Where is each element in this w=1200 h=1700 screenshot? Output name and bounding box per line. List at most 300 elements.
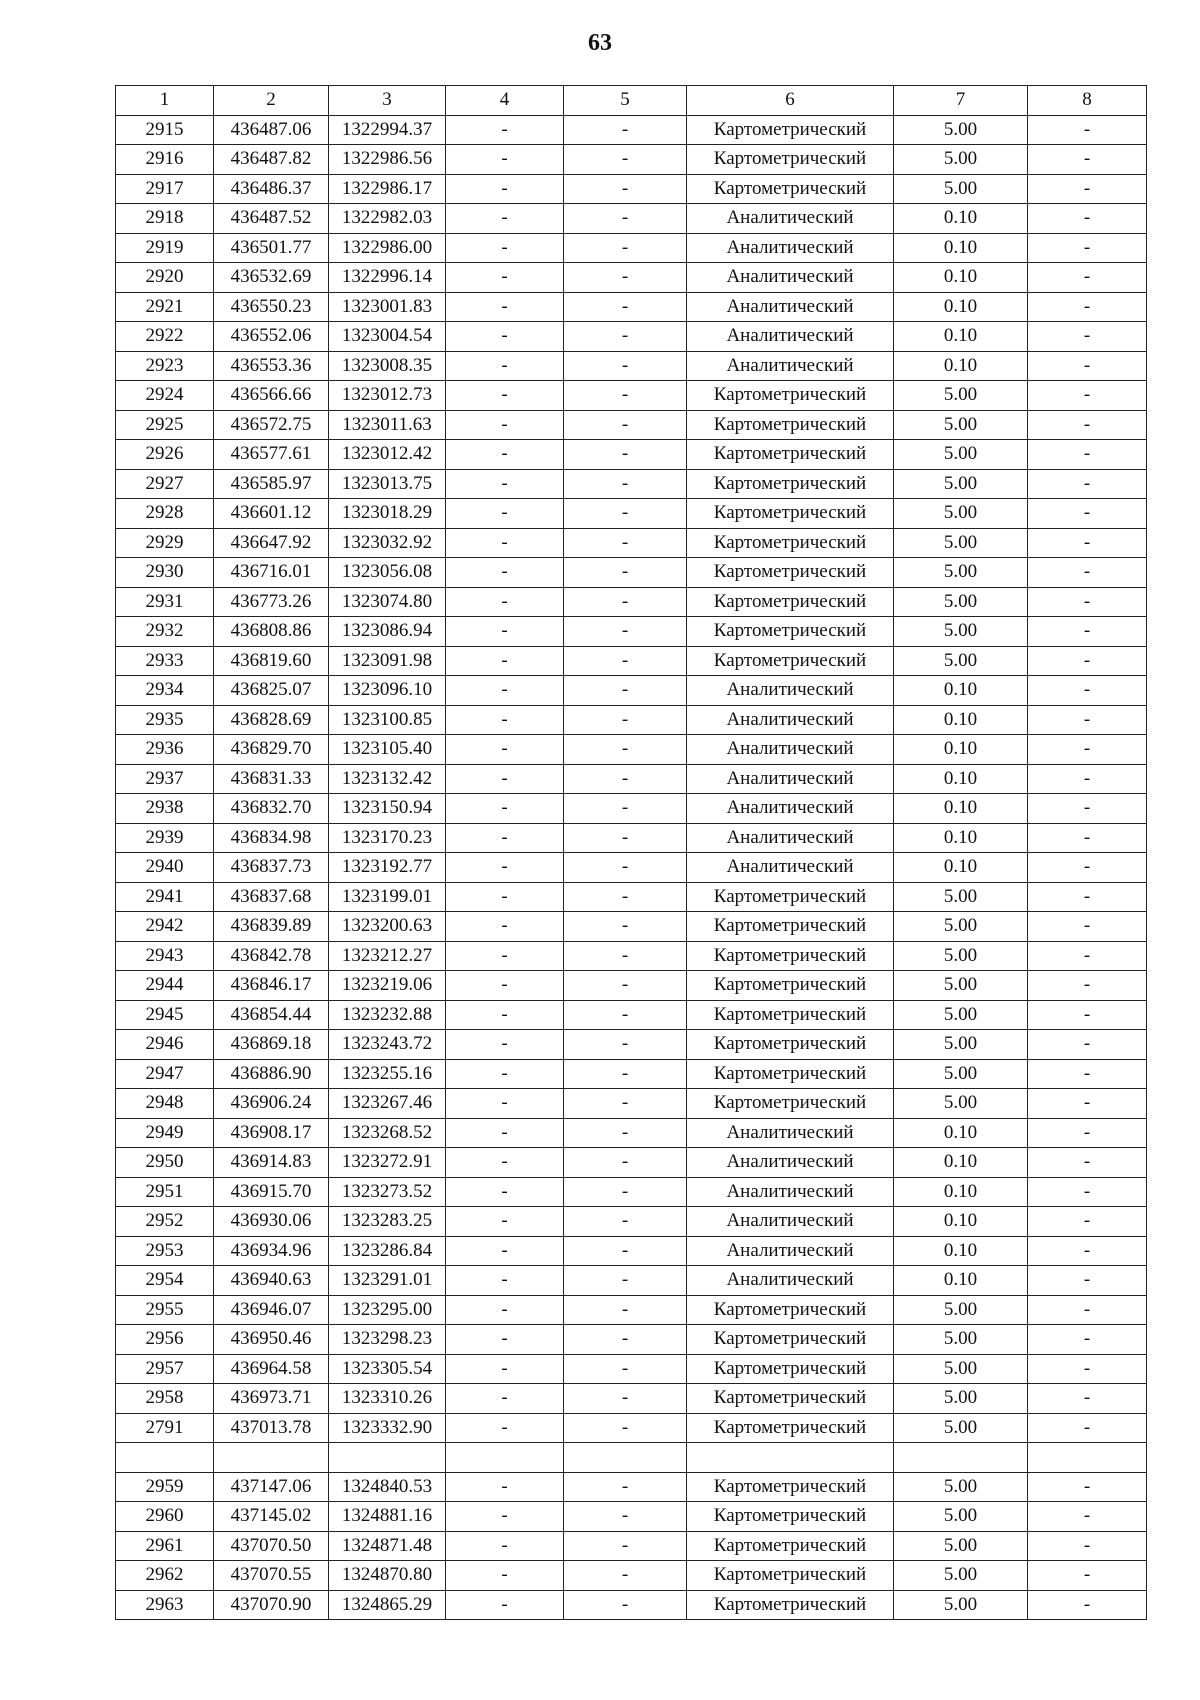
table-row	[116, 735, 1147, 765]
method-cell: Картометрический	[687, 1384, 894, 1414]
table-row	[116, 469, 1147, 499]
column-header: 8	[1028, 86, 1147, 116]
method-cell: Картометрический	[687, 1059, 894, 1089]
y-coordinate-cell: 1323011.63	[329, 410, 446, 440]
y-coordinate-cell: 1322994.37	[329, 115, 446, 145]
column-5-cell: -	[564, 1502, 687, 1532]
method-cell: Аналитический	[687, 764, 894, 794]
x-coordinate-cell: 436552.06	[214, 322, 329, 352]
table-row	[116, 1148, 1147, 1178]
x-coordinate-cell: 436914.83	[214, 1148, 329, 1178]
column-8-cell: -	[1028, 882, 1147, 912]
point-number-cell: 2920	[116, 263, 214, 293]
point-number-cell: 2928	[116, 499, 214, 529]
x-coordinate-cell: 436839.89	[214, 912, 329, 942]
point-number-cell: 2918	[116, 204, 214, 234]
table-row	[116, 1030, 1147, 1060]
method-cell: Аналитический	[687, 1148, 894, 1178]
table-row	[116, 971, 1147, 1001]
table-row	[116, 1118, 1147, 1148]
x-coordinate-cell: 436846.17	[214, 971, 329, 1001]
point-number-cell: 2942	[116, 912, 214, 942]
method-cell: Картометрический	[687, 440, 894, 470]
table-row	[116, 145, 1147, 175]
column-4-cell: -	[446, 676, 564, 706]
table-row	[116, 263, 1147, 293]
point-number-cell: 2929	[116, 528, 214, 558]
column-8-cell: -	[1028, 1384, 1147, 1414]
y-coordinate-cell: 1324870.80	[329, 1561, 446, 1591]
column-8-cell: -	[1028, 1472, 1147, 1502]
column-4-cell: -	[446, 1502, 564, 1532]
column-5-cell: -	[564, 322, 687, 352]
x-coordinate-cell: 436930.06	[214, 1207, 329, 1237]
accuracy-cell: 0.10	[894, 735, 1028, 765]
column-8-cell: -	[1028, 1030, 1147, 1060]
point-number-cell: 2943	[116, 941, 214, 971]
column-4-cell: -	[446, 381, 564, 411]
column-4-cell: -	[446, 322, 564, 352]
y-coordinate-cell: 1324881.16	[329, 1502, 446, 1532]
column-8-cell: -	[1028, 764, 1147, 794]
column-header: 2	[214, 86, 329, 116]
column-4-cell: -	[446, 1354, 564, 1384]
point-number-cell: 2927	[116, 469, 214, 499]
column-5-cell: -	[564, 676, 687, 706]
accuracy-cell: 0.10	[894, 351, 1028, 381]
x-coordinate-cell: 436886.90	[214, 1059, 329, 1089]
y-coordinate-cell: 1323232.88	[329, 1000, 446, 1030]
column-5-cell: -	[564, 1089, 687, 1119]
x-coordinate-cell: 436829.70	[214, 735, 329, 765]
column-5-cell: -	[564, 558, 687, 588]
column-4-cell: -	[446, 1590, 564, 1620]
x-coordinate-cell: 436572.75	[214, 410, 329, 440]
point-number-cell: 2953	[116, 1236, 214, 1266]
table-row	[116, 1059, 1147, 1089]
table-row	[116, 1354, 1147, 1384]
y-coordinate-cell: 1323310.26	[329, 1384, 446, 1414]
column-4-cell: -	[446, 1531, 564, 1561]
point-number-cell: 2963	[116, 1590, 214, 1620]
column-4-cell: -	[446, 1266, 564, 1296]
column-8-cell: -	[1028, 1000, 1147, 1030]
point-number-cell: 2936	[116, 735, 214, 765]
y-coordinate-cell: 1323105.40	[329, 735, 446, 765]
column-4-cell: -	[446, 794, 564, 824]
point-number-cell: 2939	[116, 823, 214, 853]
x-coordinate-cell: 436842.78	[214, 941, 329, 971]
point-number-cell: 2919	[116, 233, 214, 263]
point-number-cell: 2956	[116, 1325, 214, 1355]
column-4-cell: -	[446, 1059, 564, 1089]
x-coordinate-cell: 436553.36	[214, 351, 329, 381]
table-row	[116, 1443, 1147, 1473]
column-4-cell: -	[446, 1030, 564, 1060]
accuracy-cell: 5.00	[894, 587, 1028, 617]
column-8-cell: -	[1028, 1118, 1147, 1148]
x-coordinate-cell: 436585.97	[214, 469, 329, 499]
column-4-cell: -	[446, 1295, 564, 1325]
y-coordinate-cell: 1323212.27	[329, 941, 446, 971]
y-coordinate-cell: 1322996.14	[329, 263, 446, 293]
column-5-cell: -	[564, 646, 687, 676]
table-row	[116, 115, 1147, 145]
table-row	[116, 233, 1147, 263]
column-4-cell: -	[446, 1413, 564, 1443]
point-number-cell: 2915	[116, 115, 214, 145]
column-5-cell: -	[564, 1561, 687, 1591]
method-cell: Аналитический	[687, 1236, 894, 1266]
accuracy-cell: 5.00	[894, 1059, 1028, 1089]
column-5-cell: -	[564, 204, 687, 234]
accuracy-cell: 5.00	[894, 410, 1028, 440]
point-number-cell: 2951	[116, 1177, 214, 1207]
x-coordinate-cell: 436828.69	[214, 705, 329, 735]
point-number-cell: 2937	[116, 764, 214, 794]
x-coordinate-cell: 436973.71	[214, 1384, 329, 1414]
method-cell: Картометрический	[687, 145, 894, 175]
y-coordinate-cell: 1323012.73	[329, 381, 446, 411]
accuracy-cell: 0.10	[894, 823, 1028, 853]
point-number-cell: 2931	[116, 587, 214, 617]
column-4-cell: -	[446, 1177, 564, 1207]
accuracy-cell: 5.00	[894, 941, 1028, 971]
column-4-cell: -	[446, 735, 564, 765]
method-cell: Картометрический	[687, 617, 894, 647]
column-5-cell: -	[564, 351, 687, 381]
column-4-cell: -	[446, 174, 564, 204]
method-cell: Аналитический	[687, 1207, 894, 1237]
column-5-cell: -	[564, 1384, 687, 1414]
column-4-cell: -	[446, 410, 564, 440]
column-8-cell: -	[1028, 617, 1147, 647]
column-5-cell: -	[564, 499, 687, 529]
y-coordinate-cell: 1324840.53	[329, 1472, 446, 1502]
column-8-cell: -	[1028, 676, 1147, 706]
column-4-cell	[446, 1443, 564, 1473]
column-5-cell	[564, 1443, 687, 1473]
method-cell: Аналитический	[687, 322, 894, 352]
x-coordinate-cell: 436915.70	[214, 1177, 329, 1207]
point-number-cell: 2961	[116, 1531, 214, 1561]
accuracy-cell: 0.10	[894, 1266, 1028, 1296]
column-5-cell: -	[564, 617, 687, 647]
x-coordinate-cell: 436908.17	[214, 1118, 329, 1148]
table-row	[116, 1531, 1147, 1561]
point-number-cell: 2935	[116, 705, 214, 735]
x-coordinate-cell: 436716.01	[214, 558, 329, 588]
column-4-cell: -	[446, 1148, 564, 1178]
x-coordinate-cell: 436950.46	[214, 1325, 329, 1355]
column-header: 3	[329, 86, 446, 116]
y-coordinate-cell: 1323295.00	[329, 1295, 446, 1325]
y-coordinate-cell: 1323150.94	[329, 794, 446, 824]
column-4-cell: -	[446, 351, 564, 381]
column-8-cell: -	[1028, 1148, 1147, 1178]
y-coordinate-cell: 1323298.23	[329, 1325, 446, 1355]
method-cell: Аналитический	[687, 676, 894, 706]
method-cell: Аналитический	[687, 1177, 894, 1207]
table-row	[116, 381, 1147, 411]
point-number-cell: 2923	[116, 351, 214, 381]
y-coordinate-cell: 1323018.29	[329, 499, 446, 529]
y-coordinate-cell: 1323219.06	[329, 971, 446, 1001]
x-coordinate-cell: 436832.70	[214, 794, 329, 824]
coordinates-table	[115, 85, 1147, 1620]
column-8-cell: -	[1028, 1561, 1147, 1591]
accuracy-cell: 5.00	[894, 971, 1028, 1001]
x-coordinate-cell: 436940.63	[214, 1266, 329, 1296]
column-8-cell: -	[1028, 558, 1147, 588]
column-4-cell: -	[446, 204, 564, 234]
page-number: 63	[588, 30, 612, 56]
column-8-cell: -	[1028, 1059, 1147, 1089]
table-row	[116, 499, 1147, 529]
accuracy-cell: 5.00	[894, 1561, 1028, 1591]
column-8-cell: -	[1028, 1266, 1147, 1296]
point-number-cell: 2945	[116, 1000, 214, 1030]
y-coordinate-cell: 1323012.42	[329, 440, 446, 470]
column-8-cell: -	[1028, 499, 1147, 529]
y-coordinate-cell: 1323243.72	[329, 1030, 446, 1060]
column-5-cell: -	[564, 1295, 687, 1325]
table-row	[116, 764, 1147, 794]
column-5-cell: -	[564, 823, 687, 853]
method-cell: Картометрический	[687, 1325, 894, 1355]
point-number-cell: 2960	[116, 1502, 214, 1532]
table-row	[116, 410, 1147, 440]
y-coordinate-cell: 1323286.84	[329, 1236, 446, 1266]
column-8-cell: -	[1028, 1207, 1147, 1237]
point-number-cell: 2947	[116, 1059, 214, 1089]
column-8-cell: -	[1028, 971, 1147, 1001]
column-8-cell: -	[1028, 469, 1147, 499]
point-number-cell: 2952	[116, 1207, 214, 1237]
method-cell: Картометрический	[687, 410, 894, 440]
point-number-cell: 2954	[116, 1266, 214, 1296]
column-5-cell: -	[564, 705, 687, 735]
header-row	[116, 86, 1147, 116]
accuracy-cell: 5.00	[894, 1295, 1028, 1325]
column-5-cell: -	[564, 941, 687, 971]
column-5-cell: -	[564, 853, 687, 883]
x-coordinate-cell: 436566.66	[214, 381, 329, 411]
point-number-cell: 2940	[116, 853, 214, 883]
column-5-cell: -	[564, 1590, 687, 1620]
accuracy-cell: 0.10	[894, 1118, 1028, 1148]
point-number-cell: 2930	[116, 558, 214, 588]
y-coordinate-cell: 1323096.10	[329, 676, 446, 706]
column-8-cell: -	[1028, 528, 1147, 558]
table-row	[116, 292, 1147, 322]
method-cell: Аналитический	[687, 351, 894, 381]
point-number-cell: 2946	[116, 1030, 214, 1060]
accuracy-cell: 5.00	[894, 381, 1028, 411]
column-8-cell: -	[1028, 322, 1147, 352]
accuracy-cell: 5.00	[894, 617, 1028, 647]
column-4-cell: -	[446, 912, 564, 942]
accuracy-cell: 5.00	[894, 1030, 1028, 1060]
y-coordinate-cell: 1323200.63	[329, 912, 446, 942]
column-5-cell: -	[564, 1207, 687, 1237]
column-8-cell: -	[1028, 1325, 1147, 1355]
point-number-cell: 2921	[116, 292, 214, 322]
y-coordinate-cell: 1323192.77	[329, 853, 446, 883]
column-4-cell: -	[446, 233, 564, 263]
x-coordinate-cell: 437070.50	[214, 1531, 329, 1561]
point-number-cell: 2959	[116, 1472, 214, 1502]
column-5-cell: -	[564, 381, 687, 411]
point-number-cell: 2957	[116, 1354, 214, 1384]
accuracy-cell: 0.10	[894, 292, 1028, 322]
column-8-cell: -	[1028, 823, 1147, 853]
accuracy-cell: 0.10	[894, 794, 1028, 824]
column-5-cell: -	[564, 1266, 687, 1296]
method-cell: Картометрический	[687, 1502, 894, 1532]
accuracy-cell: 5.00	[894, 469, 1028, 499]
table-row	[116, 558, 1147, 588]
y-coordinate-cell: 1323001.83	[329, 292, 446, 322]
column-5-cell: -	[564, 764, 687, 794]
table-row	[116, 912, 1147, 942]
method-cell: Картометрический	[687, 971, 894, 1001]
method-cell: Картометрический	[687, 1295, 894, 1325]
point-number-cell: 2925	[116, 410, 214, 440]
x-coordinate-cell: 436869.18	[214, 1030, 329, 1060]
accuracy-cell: 0.10	[894, 1177, 1028, 1207]
method-cell: Картометрический	[687, 381, 894, 411]
x-coordinate-cell: 436934.96	[214, 1236, 329, 1266]
column-8-cell: -	[1028, 115, 1147, 145]
column-5-cell: -	[564, 882, 687, 912]
table-row	[116, 882, 1147, 912]
x-coordinate-cell: 437070.55	[214, 1561, 329, 1591]
column-5-cell: -	[564, 1413, 687, 1443]
point-number-cell: 2949	[116, 1118, 214, 1148]
column-5-cell: -	[564, 174, 687, 204]
point-number-cell: 2938	[116, 794, 214, 824]
table-row	[116, 440, 1147, 470]
column-8-cell: -	[1028, 381, 1147, 411]
table-row	[116, 705, 1147, 735]
column-8-cell: -	[1028, 292, 1147, 322]
accuracy-cell: 5.00	[894, 882, 1028, 912]
table-row	[116, 587, 1147, 617]
column-8-cell: -	[1028, 1089, 1147, 1119]
y-coordinate-cell: 1323004.54	[329, 322, 446, 352]
method-cell: Картометрический	[687, 1561, 894, 1591]
column-4-cell: -	[446, 764, 564, 794]
accuracy-cell: 5.00	[894, 1502, 1028, 1532]
method-cell: Картометрический	[687, 174, 894, 204]
method-cell: Аналитический	[687, 1266, 894, 1296]
method-cell: Картометрический	[687, 115, 894, 145]
y-coordinate-cell: 1324865.29	[329, 1590, 446, 1620]
table-row	[116, 322, 1147, 352]
y-coordinate-cell: 1322986.00	[329, 233, 446, 263]
x-coordinate-cell: 436946.07	[214, 1295, 329, 1325]
table-row	[116, 1295, 1147, 1325]
column-4-cell: -	[446, 705, 564, 735]
column-5-cell: -	[564, 233, 687, 263]
x-coordinate-cell: 436647.92	[214, 528, 329, 558]
y-coordinate-cell: 1323100.85	[329, 705, 446, 735]
accuracy-cell: 0.10	[894, 1236, 1028, 1266]
y-coordinate-cell: 1323008.35	[329, 351, 446, 381]
table-row	[116, 1000, 1147, 1030]
column-8-cell: -	[1028, 1354, 1147, 1384]
accuracy-cell: 0.10	[894, 322, 1028, 352]
column-5-cell: -	[564, 528, 687, 558]
y-coordinate-cell: 1323013.75	[329, 469, 446, 499]
method-cell: Аналитический	[687, 705, 894, 735]
accuracy-cell: 0.10	[894, 1207, 1028, 1237]
table-row	[116, 1177, 1147, 1207]
column-4-cell: -	[446, 617, 564, 647]
accuracy-cell: 5.00	[894, 1590, 1028, 1620]
x-coordinate-cell: 436964.58	[214, 1354, 329, 1384]
point-number-cell: 2950	[116, 1148, 214, 1178]
table-row	[116, 174, 1147, 204]
method-cell: Картометрический	[687, 1413, 894, 1443]
x-coordinate-cell: 436808.86	[214, 617, 329, 647]
point-number-cell: 2932	[116, 617, 214, 647]
y-coordinate-cell: 1323305.54	[329, 1354, 446, 1384]
x-coordinate-cell: 436834.98	[214, 823, 329, 853]
column-8-cell: -	[1028, 646, 1147, 676]
table-row	[116, 853, 1147, 883]
column-8-cell: -	[1028, 1502, 1147, 1532]
accuracy-cell: 5.00	[894, 1531, 1028, 1561]
accuracy-cell: 5.00	[894, 499, 1028, 529]
y-coordinate-cell: 1323268.52	[329, 1118, 446, 1148]
y-coordinate-cell: 1323255.16	[329, 1059, 446, 1089]
table-row	[116, 1236, 1147, 1266]
x-coordinate-cell: 437147.06	[214, 1472, 329, 1502]
column-8-cell: -	[1028, 1236, 1147, 1266]
point-number-cell: 2924	[116, 381, 214, 411]
x-coordinate-cell: 436854.44	[214, 1000, 329, 1030]
x-coordinate-cell: 437013.78	[214, 1413, 329, 1443]
method-cell	[687, 1443, 894, 1473]
accuracy-cell: 5.00	[894, 1384, 1028, 1414]
column-8-cell: -	[1028, 794, 1147, 824]
column-4-cell: -	[446, 853, 564, 883]
point-number-cell: 2934	[116, 676, 214, 706]
column-header: 7	[894, 86, 1028, 116]
accuracy-cell: 0.10	[894, 204, 1028, 234]
x-coordinate-cell: 437145.02	[214, 1502, 329, 1532]
method-cell: Аналитический	[687, 263, 894, 293]
table-row	[116, 794, 1147, 824]
y-coordinate-cell: 1323267.46	[329, 1089, 446, 1119]
point-number-cell: 2948	[116, 1089, 214, 1119]
column-5-cell: -	[564, 263, 687, 293]
column-8-cell: -	[1028, 1295, 1147, 1325]
table-row	[116, 1089, 1147, 1119]
column-4-cell: -	[446, 145, 564, 175]
column-header: 4	[446, 86, 564, 116]
method-cell: Картометрический	[687, 1531, 894, 1561]
x-coordinate-cell: 436577.61	[214, 440, 329, 470]
column-8-cell: -	[1028, 174, 1147, 204]
method-cell: Аналитический	[687, 1118, 894, 1148]
column-8-cell: -	[1028, 1177, 1147, 1207]
y-coordinate-cell	[329, 1443, 446, 1473]
y-coordinate-cell: 1323283.25	[329, 1207, 446, 1237]
table-row	[116, 528, 1147, 558]
